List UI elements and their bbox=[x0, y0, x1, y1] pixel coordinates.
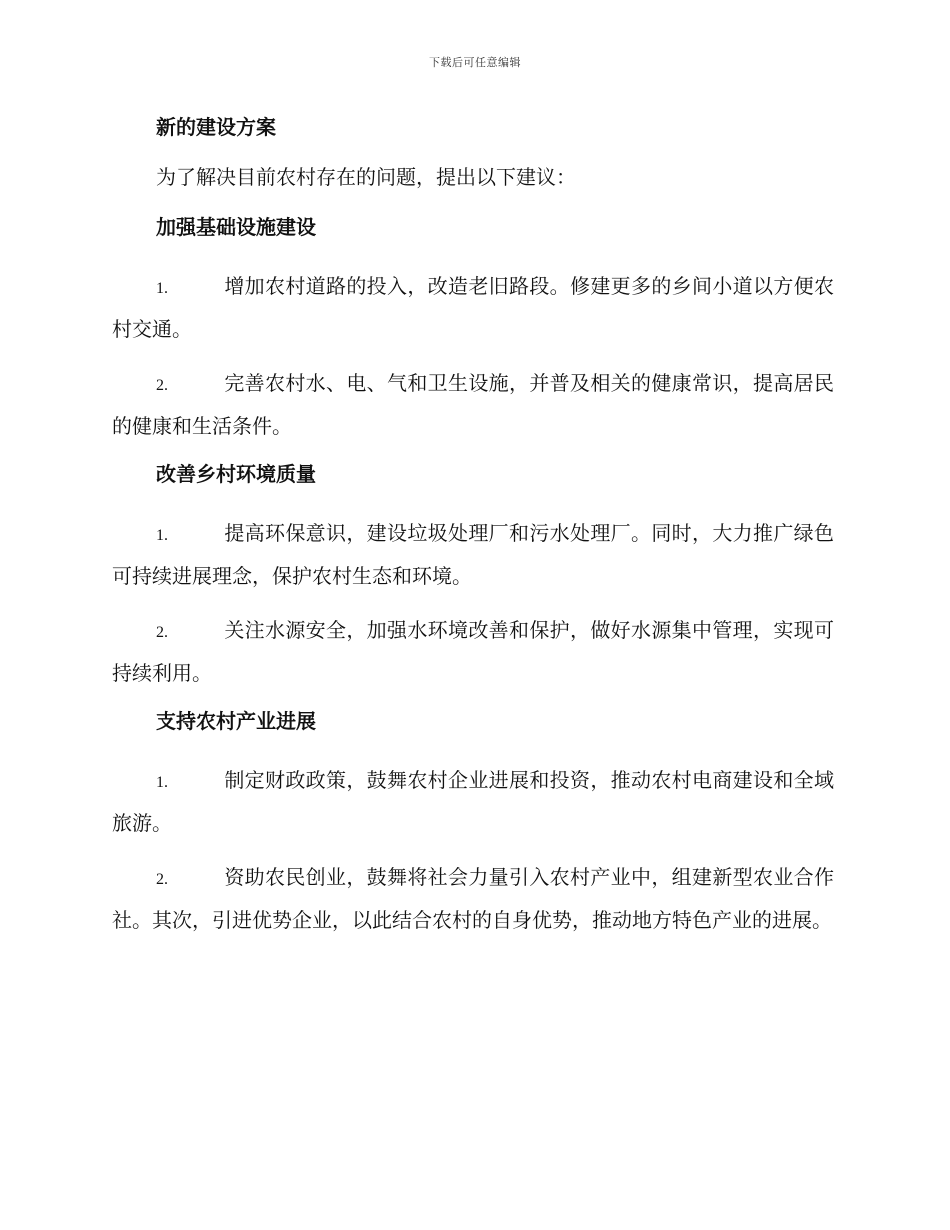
document-body bbox=[112, 108, 834, 954]
list-item bbox=[112, 857, 834, 941]
list-item-text: 关注水源安全，加强水环境改善和保护，做好水源集中管理，实现可持续利用。 bbox=[112, 618, 834, 685]
list-item-text: 制定财政政策，鼓舞农村企业进展和投资，推动农村电商建设和全域旅游。 bbox=[112, 768, 834, 835]
list-item-number: 1. bbox=[156, 774, 168, 791]
section-heading-infrastructure: 加强基础设施建设 bbox=[156, 215, 316, 239]
section-heading-environment: 改善乡村环境质量 bbox=[156, 462, 316, 486]
list-item-number: 1. bbox=[156, 527, 168, 544]
list-item bbox=[112, 266, 834, 350]
page-header: 下载后可任意编辑 bbox=[429, 56, 521, 69]
list-item-text: 资助农民创业，鼓舞将社会力量引入农村产业中，组建新型农业合作社。其次，引进优势企业，以此结合农村的自身优势，推动地方特色产业的进展。 bbox=[112, 865, 834, 932]
list-item-text: 提高环保意识，建设垃圾处理厂和污水处理厂。同时，大力推广绿色可持续进展理念，保护农村生态和环境。 bbox=[112, 521, 834, 588]
list-item bbox=[112, 363, 834, 447]
list-item-text: 完善农村水、电、气和卫生设施，并普及相关的健康常识，提高居民的健康和生活条件。 bbox=[112, 371, 834, 438]
intro-paragraph: 为了解决目前农村存在的问题，提出以下建议： bbox=[156, 165, 576, 189]
list-item-number: 2. bbox=[156, 377, 168, 394]
list-item bbox=[112, 760, 834, 844]
list-item-text: 增加农村道路的投入，改造老旧路段。修建更多的乡间小道以方便农村交通。 bbox=[112, 274, 834, 341]
list-item-number: 1. bbox=[156, 280, 168, 297]
document-title: 新的建设方案 bbox=[156, 115, 276, 139]
list-item-number: 2. bbox=[156, 871, 168, 888]
list-item bbox=[112, 513, 834, 597]
section-heading-industry: 支持农村产业进展 bbox=[156, 709, 316, 733]
list-item bbox=[112, 610, 834, 694]
list-item-number: 2. bbox=[156, 624, 168, 641]
